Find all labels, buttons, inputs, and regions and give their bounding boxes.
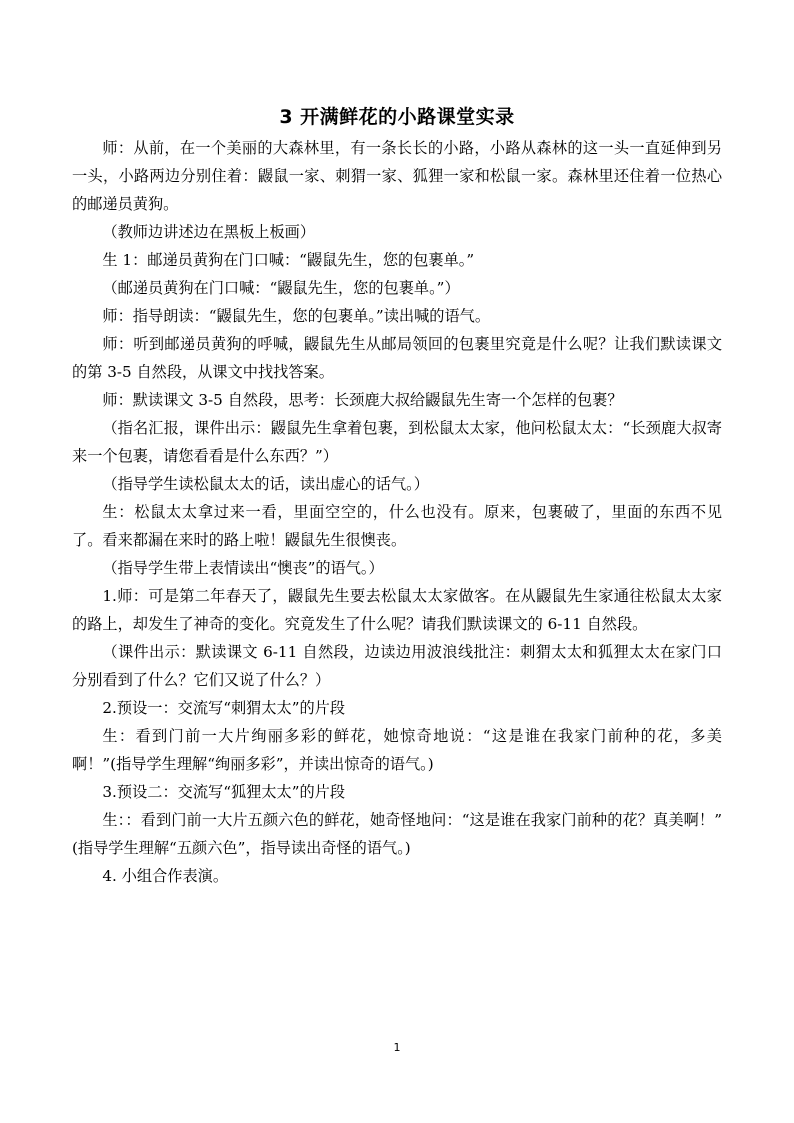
paragraph-courseware: （课件出示：默读课文 6-11 自然段，边读边用波浪线批注：刺猬太太和狐狸太太在家门口分别看到了什么？它们又说了什么？） [72, 643, 722, 689]
paragraph-reading-guidance: 师：指导朗读：“鼹鼠先生，您的包裹单。”读出喊的语气。 [102, 307, 491, 325]
document-title: 3 开满鲜花的小路课堂实录 [279, 106, 515, 128]
paragraph-student-1: 生 1：邮递员黄狗在门口喊：“鼹鼠先生，您的包裹单。” [102, 251, 475, 269]
page-number: 1 [393, 1041, 401, 1054]
paragraph-group-performance: 4. 小组合作表演。 [102, 867, 229, 885]
paragraph-empty-package: 生：松鼠太太拿过来一看，里面空空的，什么也没有。原来，包裹破了，里面的东西不见了。看来都漏在来时的路上啦！鼹鼠先生很懊丧。 [72, 503, 722, 549]
paragraph-report: （指名汇报，课件出示：鼹鼠先生拿着包裹，到松鼠太太家，他问松鼠太太：“长颈鹿大叔寄来一个包裹，请您看看是什么东西？”） [72, 419, 722, 465]
paragraph-expression-guidance: （指导学生带上表情读出“懊丧”的语气。） [102, 559, 384, 577]
paragraph-question: 师：听到邮递员黄狗的呼喊，鼹鼠先生从邮局领回的包裹里究竟是什么呢？让我们默读课文的第 3-5 自然段，从课文中找找答案。 [72, 335, 722, 381]
paragraph-postman-call: （邮递员黄狗在门口喊：“鼹鼠先生，您的包裹单。”） [102, 279, 460, 297]
paragraph-hedgehog: 生：看到门前一大片绚丽多彩的鲜花，她惊奇地说：“这是谁在我家门前种的花，多美啊！”(指导学生理解“绚丽多彩”，并读出惊奇的语气。) [72, 727, 722, 773]
paragraph-preset-1: 2.预设一：交流写“刺猬太太”的片段 [102, 699, 346, 717]
paragraph-fox: 生：：看到门前一大片五颜六色的鲜花，她奇怪地问：“这是谁在我家门前种的花？真美啊！” (指导学生理解“五颜六色”，指导读出奇怪的语气。) [72, 811, 753, 857]
paragraph-spring: 1.师：可是第二年春天了，鼹鼠先生要去松鼠太太家做客。在从鼹鼠先生家通往松鼠太太家的路上，却发生了神奇的变化。究竟发生了什么呢？请我们默读课文的 6-11 自然段。 [72, 587, 722, 633]
paragraph-squirrel-guidance: （指导学生读松鼠太太的话，读出虚心的话气。） [102, 475, 429, 493]
paragraph-board-drawing: （教师边讲述边在黑板上板画） [102, 223, 316, 241]
document-body [72, 100, 753, 890]
paragraph-preset-2: 3.预设二：交流写“狐狸太太”的片段 [102, 783, 346, 801]
paragraph-silent-reading: 师：默读课文 3-5 自然段，思考：长颈鹿大叔给鼹鼠先生寄一个怎样的包裹？ [102, 391, 623, 409]
paragraph-intro: 师：从前，在一个美丽的大森林里，有一条长长的小路，小路从森林的这一头一直延伸到另一头，小路两边分别住着：鼹鼠一家、刺猬一家、狐狸一家和松鼠一家。森林里还住着一位热心的邮递员黄狗。 [72, 139, 722, 213]
